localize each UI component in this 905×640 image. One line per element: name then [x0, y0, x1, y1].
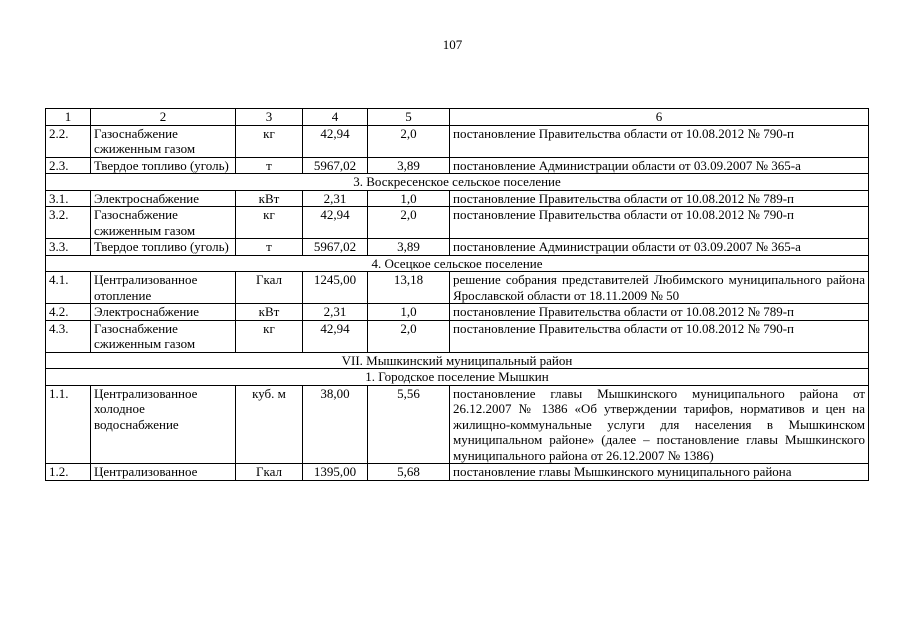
table-row — [46, 320, 869, 352]
table-body — [46, 109, 869, 481]
table-row — [46, 157, 869, 174]
table-row — [46, 385, 869, 464]
unit-of-measure: кг — [236, 320, 303, 352]
service-name: Газоснабжение сжиженным газом — [91, 207, 236, 239]
column-header-1: 1 — [46, 109, 91, 126]
row-number: 2.2. — [46, 125, 91, 157]
row-number: 4.2. — [46, 304, 91, 321]
coefficient: 1,0 — [368, 190, 450, 207]
column-header-4: 4 — [303, 109, 368, 126]
norm-value: 42,94 — [303, 207, 368, 239]
norm-value: 1395,00 — [303, 464, 368, 481]
service-name: Централизованное — [91, 464, 236, 481]
norm-value: 2,31 — [303, 190, 368, 207]
service-name: Электроснабжение — [91, 190, 236, 207]
section-title: VII. Мышкинский муниципальный район — [46, 352, 869, 369]
row-number: 4.1. — [46, 272, 91, 304]
section-header-row — [46, 174, 869, 191]
legal-basis: постановление главы Мышкинского муниципального района от 26.12.2007 № 1386 «Об утверждении тарифов, нормативов и цен на жилищно-коммунальные услуги для населения в Мышкинском муниципальном районе» (далее – постановление главы Мышкинского муниципального района от 26.12.2007 № 1386) — [450, 385, 869, 464]
legal-basis: постановление Правительства области от 10.08.2012 № 790-п — [450, 320, 869, 352]
legal-basis: постановление Администрации области от 03.09.2007 № 365-а — [450, 239, 869, 256]
unit-of-measure: куб. м — [236, 385, 303, 464]
table-row — [46, 272, 869, 304]
section-title: 1. Городское поселение Мышкин — [46, 369, 869, 386]
service-name: Централизованное холодное водоснабжение — [91, 385, 236, 464]
coefficient: 2,0 — [368, 320, 450, 352]
service-name: Электроснабжение — [91, 304, 236, 321]
section-header-row — [46, 255, 869, 272]
norm-value: 42,94 — [303, 320, 368, 352]
unit-of-measure: Гкал — [236, 464, 303, 481]
legal-basis: решение собрания представителей Любимского муниципального района Ярославской области от 18.11.2009 № 50 — [450, 272, 869, 304]
legal-basis: постановление Правительства области от 10.08.2012 № 790-п — [450, 207, 869, 239]
legal-basis: постановление Правительства области от 10.08.2012 № 789-п — [450, 190, 869, 207]
unit-of-measure: кВт — [236, 190, 303, 207]
service-name: Твердое топливо (уголь) — [91, 239, 236, 256]
row-number: 1.1. — [46, 385, 91, 464]
table-row — [46, 190, 869, 207]
column-header-2: 2 — [91, 109, 236, 126]
norm-value: 5967,02 — [303, 157, 368, 174]
service-name: Твердое топливо (уголь) — [91, 157, 236, 174]
coefficient: 2,0 — [368, 207, 450, 239]
table-row — [46, 239, 869, 256]
norm-value: 1245,00 — [303, 272, 368, 304]
table-row — [46, 125, 869, 157]
service-name: Централизованное отопление — [91, 272, 236, 304]
coefficient: 1,0 — [368, 304, 450, 321]
section-header-row — [46, 352, 869, 369]
norm-value: 2,31 — [303, 304, 368, 321]
legal-basis: постановление Правительства области от 10.08.2012 № 789-п — [450, 304, 869, 321]
tariff-table — [45, 108, 869, 481]
row-number: 3.1. — [46, 190, 91, 207]
unit-of-measure: т — [236, 239, 303, 256]
column-header-5: 5 — [368, 109, 450, 126]
section-header-row — [46, 369, 869, 386]
page-number: 107 — [442, 37, 463, 52]
column-header-6: 6 — [450, 109, 869, 126]
row-number: 2.3. — [46, 157, 91, 174]
unit-of-measure: кг — [236, 125, 303, 157]
legal-basis: постановление Администрации области от 03.09.2007 № 365-а — [450, 157, 869, 174]
service-name: Газоснабжение сжиженным газом — [91, 320, 236, 352]
section-title: 3. Воскресенское сельское поселение — [46, 174, 869, 191]
coefficient: 5,56 — [368, 385, 450, 464]
coefficient: 3,89 — [368, 157, 450, 174]
legal-basis: постановление Правительства области от 10.08.2012 № 790-п — [450, 125, 869, 157]
row-number: 4.3. — [46, 320, 91, 352]
norm-value: 42,94 — [303, 125, 368, 157]
row-number: 3.3. — [46, 239, 91, 256]
table-header-row — [46, 109, 869, 126]
unit-of-measure: т — [236, 157, 303, 174]
unit-of-measure: кВт — [236, 304, 303, 321]
table-row — [46, 464, 869, 481]
unit-of-measure: Гкал — [236, 272, 303, 304]
table-row — [46, 304, 869, 321]
column-header-3: 3 — [236, 109, 303, 126]
norm-value: 5967,02 — [303, 239, 368, 256]
coefficient: 3,89 — [368, 239, 450, 256]
service-name: Газоснабжение сжиженным газом — [91, 125, 236, 157]
section-title: 4. Осецкое сельское поселение — [46, 255, 869, 272]
table-row — [46, 207, 869, 239]
coefficient: 13,18 — [368, 272, 450, 304]
coefficient: 5,68 — [368, 464, 450, 481]
row-number: 3.2. — [46, 207, 91, 239]
row-number: 1.2. — [46, 464, 91, 481]
legal-basis: постановление главы Мышкинского муниципального района — [450, 464, 869, 481]
norm-value: 38,00 — [303, 385, 368, 464]
coefficient: 2,0 — [368, 125, 450, 157]
unit-of-measure: кг — [236, 207, 303, 239]
